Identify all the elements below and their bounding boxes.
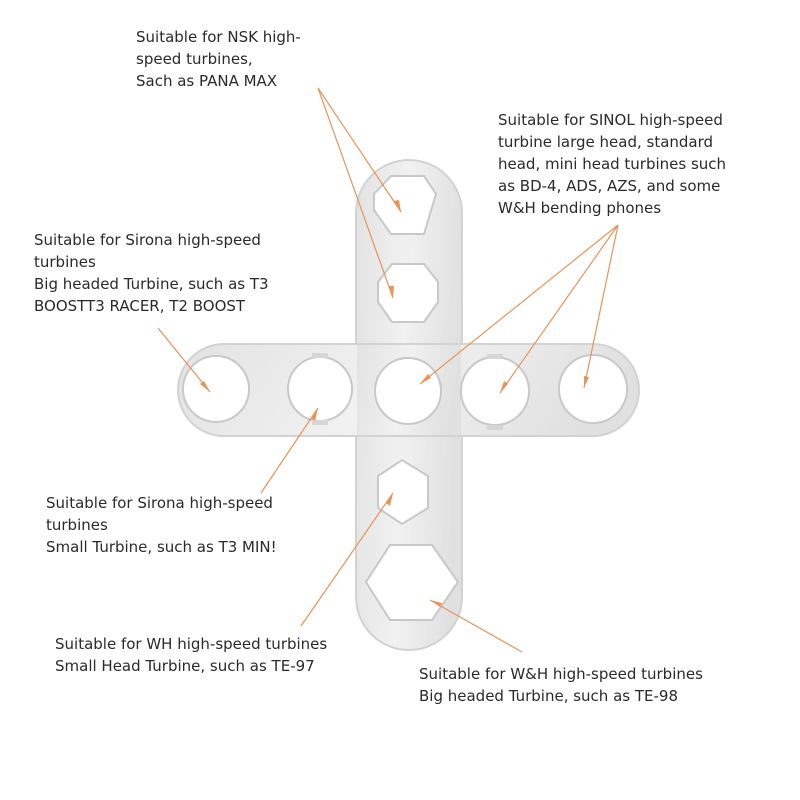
label-nsk: Suitable for NSK high- speed turbines, Sach as PANA MAX bbox=[136, 28, 301, 90]
label-sirona-big: Suitable for Sirona high-speed turbines Big headed Turbine, such as T3 BOOSTT3 RACER, T2 BOOST bbox=[34, 231, 269, 315]
label-wh-small: Suitable for WH high-speed turbines Small Head Turbine, such as TE-97 bbox=[55, 635, 328, 675]
label-sinol: Suitable for SINOL high-speed turbine large head, standard head, mini head turbines such as BD-4, ADS, AZS, and some W&H bending phones bbox=[498, 111, 727, 217]
label-wh-big: Suitable for W&H high-speed turbines Big headed Turbine, such as TE-98 bbox=[419, 665, 703, 705]
label-sirona-small: Suitable for Sirona high-speed turbines Small Turbine, such as T3 MIN! bbox=[46, 494, 277, 556]
